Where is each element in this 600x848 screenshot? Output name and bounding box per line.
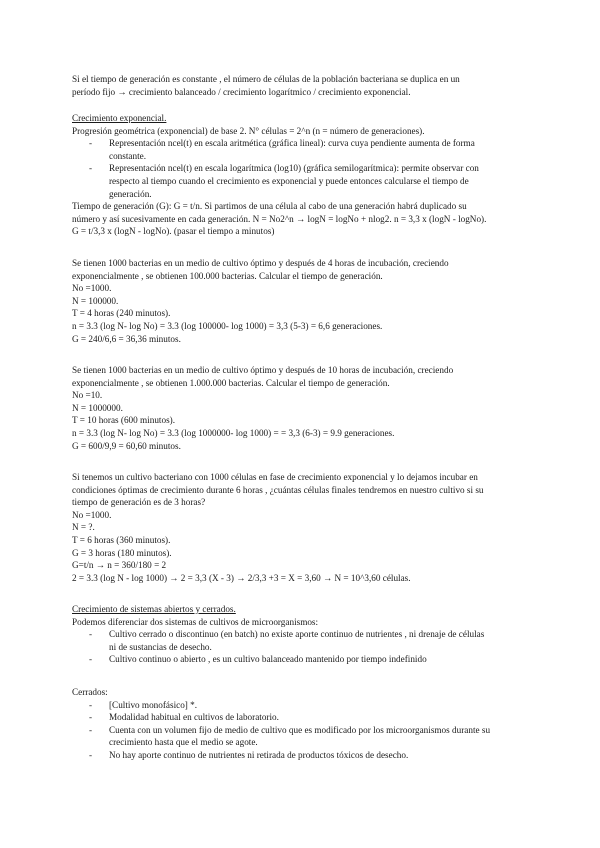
text-line: N = ?. [72, 522, 95, 533]
text-line: período fijo → crecimiento balanceado / crecimiento logarítmico / crecimiento exponencial. [72, 86, 411, 97]
list-item [72, 724, 534, 749]
bullet-dash: - [89, 654, 93, 665]
section-heading: Crecimiento de sistemas abiertos y cerrados. [72, 604, 236, 614]
list-item [72, 162, 534, 200]
text-line: Si tenemos un cultivo bacteriano con 1000 células en fase de crecimiento exponencial y lo dejamos incubar en [72, 472, 478, 482]
text-line: n = 3.3 (log N- log No) = 3.3 (log 100000- log 1000) = 3,3 (5-3) = 6,6 generaciones. [72, 320, 383, 331]
section-exponential-growth [72, 112, 534, 238]
text-line: G = 3 horas (180 minutos). [72, 547, 172, 558]
text-line: Cuenta con un volumen fijo de medio de cultivo que es modificado por los microorganismos durante su [109, 724, 491, 735]
text-line: exponencialmente , se obtienen 1.000.000 bacterias. Calcular el tiempo de generación. [72, 377, 390, 388]
list-item [72, 749, 534, 762]
text-line: tiempo de generación es de 3 horas? [72, 497, 206, 508]
example-1 [72, 257, 534, 345]
text-line: No =10. [72, 390, 103, 401]
text-line: Se tienen 1000 bacterias en un medio de cultivo óptimo y después de 4 horas de incubación, creciendo [72, 258, 449, 268]
bullet-dash: - [89, 712, 93, 723]
text-line: Tiempo de generación (G): G = t/n. Si partimos de una célula al cabo de una generación habrá duplicado su [72, 201, 467, 212]
text-line: Modalidad habitual en cultivos de laboratorio. [109, 712, 279, 723]
text-line: G=t/n → n = 360/180 = 2 [72, 560, 167, 571]
section-heading: Crecimiento exponencial. [72, 113, 167, 123]
text-line: Cultivo cerrado o discontinuo (en batch) no existe aporte continuo de nutrientes , ni drenaje de células [109, 629, 485, 640]
text-line: Si el tiempo de generación es constante , el número de células de la población bacteriana se duplica en un [72, 74, 460, 84]
text-line: Representación ncel(t) en escala logarítmica (log10) (gráfica semilogarítmica): permite observar con [109, 163, 479, 174]
text-line: número y así sucesivamente en cada generación. N = No2^n → logN = logNo + nlog2. n = 3,3 x (logN - logNo). [72, 213, 487, 224]
text-line: T = 4 horas (240 minutos). [72, 308, 171, 319]
text-line: generación. [109, 188, 152, 199]
text-line: Podemos diferenciar dos sistemas de cultivos de microorganismos: [72, 616, 319, 627]
bullet-dash: - [89, 629, 93, 640]
example-3 [72, 471, 534, 584]
text-line: G = 600/9,9 = 60,60 minutos. [72, 440, 181, 451]
text-line: constante. [109, 150, 146, 161]
bullet-dash: - [89, 699, 93, 710]
section-open-closed-systems [72, 603, 534, 666]
text-line: No hay aporte continuo de nutrientes ni retirada de productos tóxicos de desecho. [109, 749, 409, 760]
text-line: G = 240/6,6 = 36,36 minutos. [72, 333, 181, 344]
text-line: ni de sustancias de desecho. [109, 641, 212, 652]
text-line: 2 = 3.3 (log N - log 1000) → 2 = 3,3 (X - 3) → 2/3,3 +3 = X = 3,60 → N = 10^3,60 células. [72, 572, 411, 583]
text-line: Progresión geométrica (exponencial) de base 2. N° células = 2^n (n = número de generaciones). [72, 125, 425, 136]
bullet-dash: - [89, 138, 93, 149]
text-line: exponencialmente , se obtienen 100.000 bacterias. Calcular el tiempo de generación. [72, 270, 383, 281]
text-line: Cultivo continuo o abierto , es un cultivo balanceado mantenido por tiempo indefinido [109, 654, 427, 665]
list-item [72, 699, 534, 712]
section-heading: Cerrados: [72, 687, 108, 697]
text-line: T = 10 horas (600 minutos). [72, 415, 176, 426]
text-line: n = 3.3 (log N- log No) = 3.3 (log 1000000- log 1000) = = 3,3 (6-3) = 9.9 generaciones. [72, 427, 395, 438]
bullet-dash: - [89, 749, 93, 760]
intro-paragraph [72, 73, 534, 98]
list-item [72, 653, 534, 666]
text-line: T = 6 horas (360 minutos). [72, 534, 171, 545]
text-line: Representación ncel(t) en escala aritmética (gráfica lineal): curva cuya pendiente aumenta de forma [109, 138, 475, 149]
text-line: No =1000. [72, 283, 112, 294]
text-line: Se tienen 1000 bacterias en un medio de cultivo óptimo y después de 10 horas de incubación, creciendo [72, 365, 454, 375]
text-line: crecimiento hasta que el medio se agote. [109, 737, 258, 748]
text-line: condiciones óptimas de crecimiento durante 6 horas , ¿cuántas células finales tendremos en nuestro cultivo si su [72, 484, 484, 495]
text-line: G = t/3,3 x (logN - logNo). (pasar el tiempo a minutos) [72, 226, 275, 237]
text-line: N = 100000. [72, 295, 119, 306]
list-item [72, 711, 534, 724]
list-item [72, 628, 534, 653]
section-closed [72, 686, 534, 762]
text-line: [Cultivo monofásico] *. [109, 699, 198, 710]
text-line: No =1000. [72, 509, 112, 520]
bullet-dash: - [89, 724, 93, 735]
text-line: respecto al tiempo cuando el crecimiento es exponencial y puede entonces calcularse el tiempo de [109, 175, 469, 186]
list-item [72, 137, 534, 162]
example-2 [72, 364, 534, 452]
bullet-dash: - [89, 163, 93, 174]
text-line: N = 1000000. [72, 402, 123, 413]
